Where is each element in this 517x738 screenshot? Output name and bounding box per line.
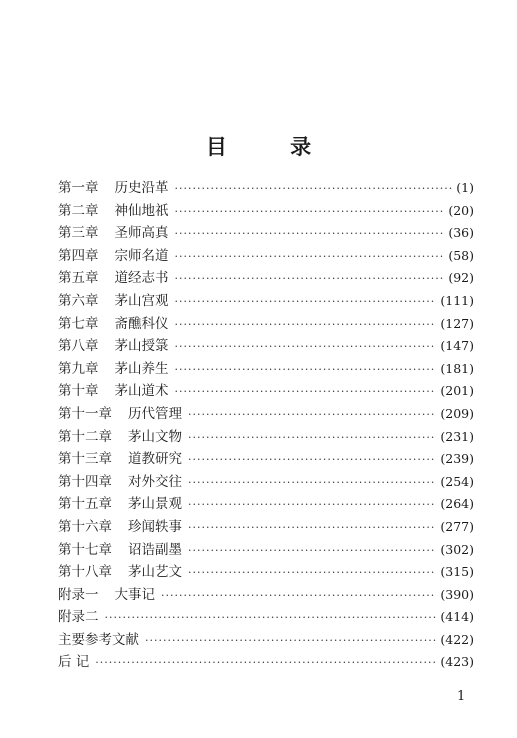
- toc-chapter-title: 斋醮科仪: [114, 315, 169, 332]
- toc-chapter-number: 第七章: [58, 315, 99, 332]
- toc-entry[interactable]: [58, 266, 474, 289]
- toc-page-number: (422): [440, 631, 474, 647]
- toc-chapter-number: 第八章: [58, 338, 99, 355]
- toc-page-number: (302): [440, 541, 474, 557]
- toc-chapter-number: 第二章: [58, 202, 99, 219]
- toc-chapter-number: 第一章: [58, 180, 99, 196]
- toc-entry[interactable]: [58, 289, 474, 312]
- toc-entry[interactable]: [58, 470, 474, 493]
- toc-dot-leader: [175, 182, 453, 195]
- toc-chapter-title: 茅山授箓: [114, 338, 169, 355]
- toc-entry[interactable]: [58, 492, 474, 515]
- toc-chapter-title: 茅山景观: [128, 496, 182, 513]
- toc-page-number: (20): [448, 202, 474, 218]
- toc-chapter-number: 附录二: [58, 609, 99, 626]
- toc-page-number: (111): [440, 292, 474, 308]
- toc-dot-leader: [188, 408, 436, 421]
- toc-chapter-number: 第十二章: [58, 428, 112, 445]
- toc-dot-leader: [188, 566, 436, 579]
- toc-chapter-title: 珍闻轶事: [128, 518, 182, 535]
- toc-entry[interactable]: [58, 650, 474, 673]
- toc-dot-leader: [175, 295, 437, 308]
- toc-dot-leader: [188, 521, 436, 534]
- toc-chapter-title: 茅山艺文: [128, 564, 182, 581]
- toc-chapter-number: 第五章: [58, 270, 99, 287]
- toc-chapter-title: 宗师名道: [114, 247, 169, 264]
- toc-dot-leader: [95, 656, 436, 669]
- toc-dot-leader: [105, 611, 437, 624]
- toc-chapter-title: 道教研究: [128, 451, 182, 468]
- toc-page-number: (423): [440, 654, 474, 670]
- table-of-contents: [58, 176, 474, 673]
- toc-chapter-title: 大事记: [114, 586, 155, 603]
- toc-entry[interactable]: [58, 515, 474, 538]
- page-title: 目 录: [205, 135, 340, 159]
- toc-entry[interactable]: [58, 583, 474, 606]
- toc-dot-leader: [188, 431, 436, 444]
- toc-dot-leader: [175, 227, 445, 240]
- toc-chapter-title: 历史沿革: [114, 180, 169, 196]
- toc-page-number: (58): [448, 247, 474, 263]
- toc-dot-leader: [145, 634, 436, 647]
- toc-entry[interactable]: [58, 447, 474, 470]
- toc-dot-leader: [161, 589, 436, 602]
- toc-page-number: (147): [440, 338, 474, 354]
- toc-page-number: (36): [448, 225, 474, 241]
- toc-chapter-title: 诏诰副墨: [128, 541, 182, 558]
- toc-entry[interactable]: [58, 357, 474, 380]
- toc-chapter-number: 第十四章: [58, 473, 112, 490]
- toc-chapter-title: 圣师高真: [114, 225, 169, 242]
- toc-entry[interactable]: [58, 221, 474, 244]
- toc-entry[interactable]: [58, 176, 474, 199]
- toc-chapter-number: 第九章: [58, 360, 99, 377]
- toc-dot-leader: [175, 363, 437, 376]
- toc-chapter-number: 第十八章: [58, 564, 112, 581]
- toc-chapter-number: 第十七章: [58, 541, 112, 558]
- toc-page-number: (181): [440, 360, 474, 376]
- toc-page-number: (254): [440, 473, 474, 489]
- toc-chapter-title: 茅山养生: [114, 360, 169, 377]
- toc-dot-leader: [175, 272, 445, 285]
- toc-chapter-title: 茅山道术: [114, 383, 169, 400]
- toc-chapter-title: 对外交往: [128, 473, 182, 490]
- toc-entry[interactable]: [58, 605, 474, 628]
- toc-dot-leader: [188, 544, 436, 557]
- toc-chapter-number: 第六章: [58, 292, 99, 309]
- toc-page-number: (264): [440, 496, 474, 512]
- toc-chapter-title: 道经志书: [114, 270, 169, 287]
- toc-entry[interactable]: [58, 199, 474, 222]
- toc-chapter-number: 第四章: [58, 247, 99, 264]
- toc-chapter-number: 第十三章: [58, 451, 112, 468]
- toc-entry[interactable]: [58, 425, 474, 448]
- toc-dot-leader: [175, 318, 437, 331]
- toc-chapter-title: 茅山宫观: [114, 292, 169, 309]
- toc-page-number: (239): [440, 451, 474, 467]
- toc-chapter-number: 后 记: [58, 654, 90, 671]
- toc-page-number: (1): [456, 180, 474, 195]
- toc-chapter-number: 附录一: [58, 586, 99, 603]
- toc-page-number: (315): [440, 564, 474, 580]
- toc-dot-leader: [175, 340, 437, 353]
- toc-chapter-number: 第十六章: [58, 518, 112, 535]
- toc-page-number: (127): [440, 315, 474, 331]
- toc-entry[interactable]: [58, 244, 474, 267]
- toc-page-number: (201): [440, 383, 474, 399]
- toc-dot-leader: [175, 250, 445, 263]
- page-number: 1: [457, 689, 466, 704]
- toc-page-number: (390): [440, 586, 474, 602]
- toc-entry[interactable]: [58, 402, 474, 425]
- toc-entry[interactable]: [58, 538, 474, 561]
- toc-entry[interactable]: [58, 334, 474, 357]
- toc-chapter-number: 第十一章: [58, 405, 112, 422]
- toc-entry[interactable]: [58, 628, 474, 651]
- toc-dot-leader: [188, 476, 436, 489]
- toc-entry[interactable]: [58, 312, 474, 335]
- toc-page-number: (92): [448, 270, 474, 286]
- toc-chapter-title: 神仙地祇: [114, 202, 169, 219]
- toc-chapter-number: 第十章: [58, 383, 99, 400]
- toc-page-number: (414): [440, 609, 474, 625]
- toc-chapter-title: 茅山文物: [128, 428, 182, 445]
- toc-dot-leader: [175, 205, 445, 218]
- toc-dot-leader: [188, 453, 436, 466]
- toc-entry[interactable]: [58, 560, 474, 583]
- toc-chapter-title: 历代管理: [128, 405, 182, 422]
- toc-dot-leader: [175, 385, 437, 398]
- toc-page-number: (209): [440, 405, 474, 421]
- toc-dot-leader: [188, 498, 436, 511]
- toc-chapter-number: 主要参考文献: [58, 631, 139, 648]
- toc-chapter-number: 第三章: [58, 225, 99, 242]
- toc-page-number: (231): [440, 428, 474, 444]
- toc-page-number: (277): [440, 518, 474, 534]
- toc-chapter-number: 第十五章: [58, 496, 112, 513]
- toc-entry[interactable]: [58, 379, 474, 402]
